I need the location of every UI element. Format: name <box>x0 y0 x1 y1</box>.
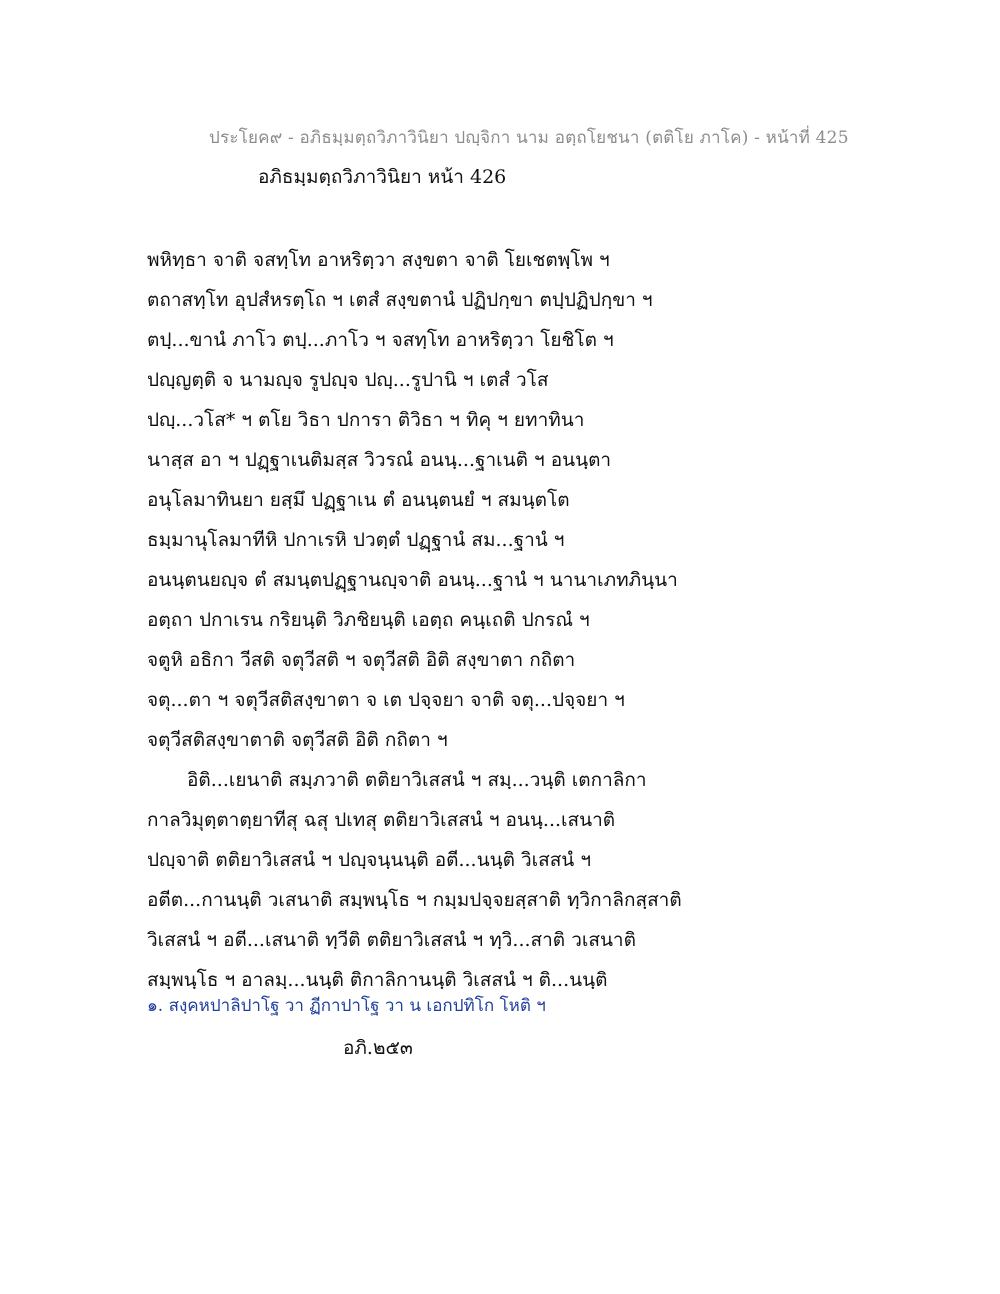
text-line: ตถาสทฺโท อุปสํหรตฺโถ ฯ เตสํ สงฺขตานํ ปฏิปกฺขา ตปฺปฏิปกฺขา ฯ <box>147 289 653 311</box>
text-line: จตุ...ตา ฯ จตุวีสติสงฺขาตา จ เต ปจฺจยา จาติ จตุ...ปจฺจยา ฯ <box>147 689 625 711</box>
text-line: กาลวิมุตฺตาตฺยาทีสุ ฉสุ ปเทสุ ตติยาวิเสสนํ ฯ อนนฺ...เสนาติ <box>147 809 616 831</box>
page-reference: อภิ.๒๕๓ <box>343 1037 413 1059</box>
text-line: อตฺถา ปกาเรน กริยนฺติ วิภชิยนฺติ เอตฺถ คนฺเถติ ปกรณํ ฯ <box>147 609 590 631</box>
footnote: ๑. สงฺคหปาลิปาโฐ วา ฏีกาปาโฐ วา น เอกปทิโก โหติ ฯ <box>147 996 546 1016</box>
page-subtitle: อภิธมฺมตฺถวิภาวินิยา หน้า 426 <box>258 166 507 188</box>
text-line: ตปฺ...ขานํ ภาโว ตปฺ...ภาโว ฯ จสทฺโท อาหริตฺวา โยชิโต ฯ <box>147 329 614 351</box>
text-line: นาสฺส อา ฯ ปฏฺฐาเนติมสฺส วิวรณํ อนนฺ...ฐาเนติ ฯ อนนฺตา <box>147 449 612 471</box>
body-text <box>147 240 867 1000</box>
paragraph-start-line: อิติ...เยนาติ สมฺภวาติ ตติยาวิเสสนํ ฯ สมฺ...วนฺติ เตกาลิกา <box>187 769 647 791</box>
text-line: สมฺพนฺโธ ฯ อาลมฺ...นนฺติ ติกาลิกานนฺติ วิเสสนํ ฯ ติ...นนฺติ <box>147 969 608 991</box>
text-line: ปญฺญตฺติ จ นามญฺจ รูปญฺจ ปญฺ...รูปานิ ฯ เตสํ วโส <box>147 369 549 391</box>
text-line: ปญฺ...วโส* ฯ ตโย วิธา ปการา ติวิธา ฯ ทิคุ ฯ ยทาทินา <box>147 409 585 431</box>
text-line: พหิทฺธา จาติ จสทฺโท อาหริตฺวา สงฺขตา จาติ โยเชตพฺโพ ฯ <box>147 249 610 271</box>
text-line: ธมฺมานุโลมาทีหิ ปกาเรหิ ปวตฺตํ ปฏฺฐานํ สม...ฐานํ ฯ <box>147 529 565 551</box>
text-line: วิเสสนํ ฯ อตี...เสนาติ ทฺวีติ ตติยาวิเสสนํ ฯ ทฺวิ...สาติ วเสนาติ <box>147 929 636 951</box>
text-line: อตีต...กานนฺติ วเสนาติ สมฺพนฺโธ ฯ กมฺมปจฺจยสฺสาติ ทฺวิกาลิกสฺสาติ <box>147 889 682 911</box>
text-line: จตุวีสติสงฺขาตาติ จตุวีสติ อิติ กถิตา ฯ <box>147 729 448 751</box>
running-header: ประโยค๙ - อภิธมฺมตฺถวิภาวินิยา ปญฺจิกา นาม อตฺถโยชนา (ตติโย ภาโค) - หน้าที่ 425 <box>209 128 849 148</box>
text-line: อนนฺตนยญฺจ ตํ สมนฺตปฏฺฐานญฺจาติ อนนฺ...ฐานํ ฯ นานาเภทภินฺนา <box>147 569 678 591</box>
text-line: อนุโลมาทินยา ยสฺมึ ปฏฺฐาเน ตํ อนนฺตนยํ ฯ สมนฺตโต <box>147 489 570 511</box>
text-line: จตูหิ อธิกา วีสติ จตุวีสติ ฯ จตุวีสติ อิติ สงฺขาตา กถิตา <box>147 649 576 671</box>
text-line: ปญฺจาติ ตติยาวิเสสนํ ฯ ปญฺจนฺนนฺติ อตี...นนฺติ วิเสสนํ ฯ <box>147 849 592 871</box>
